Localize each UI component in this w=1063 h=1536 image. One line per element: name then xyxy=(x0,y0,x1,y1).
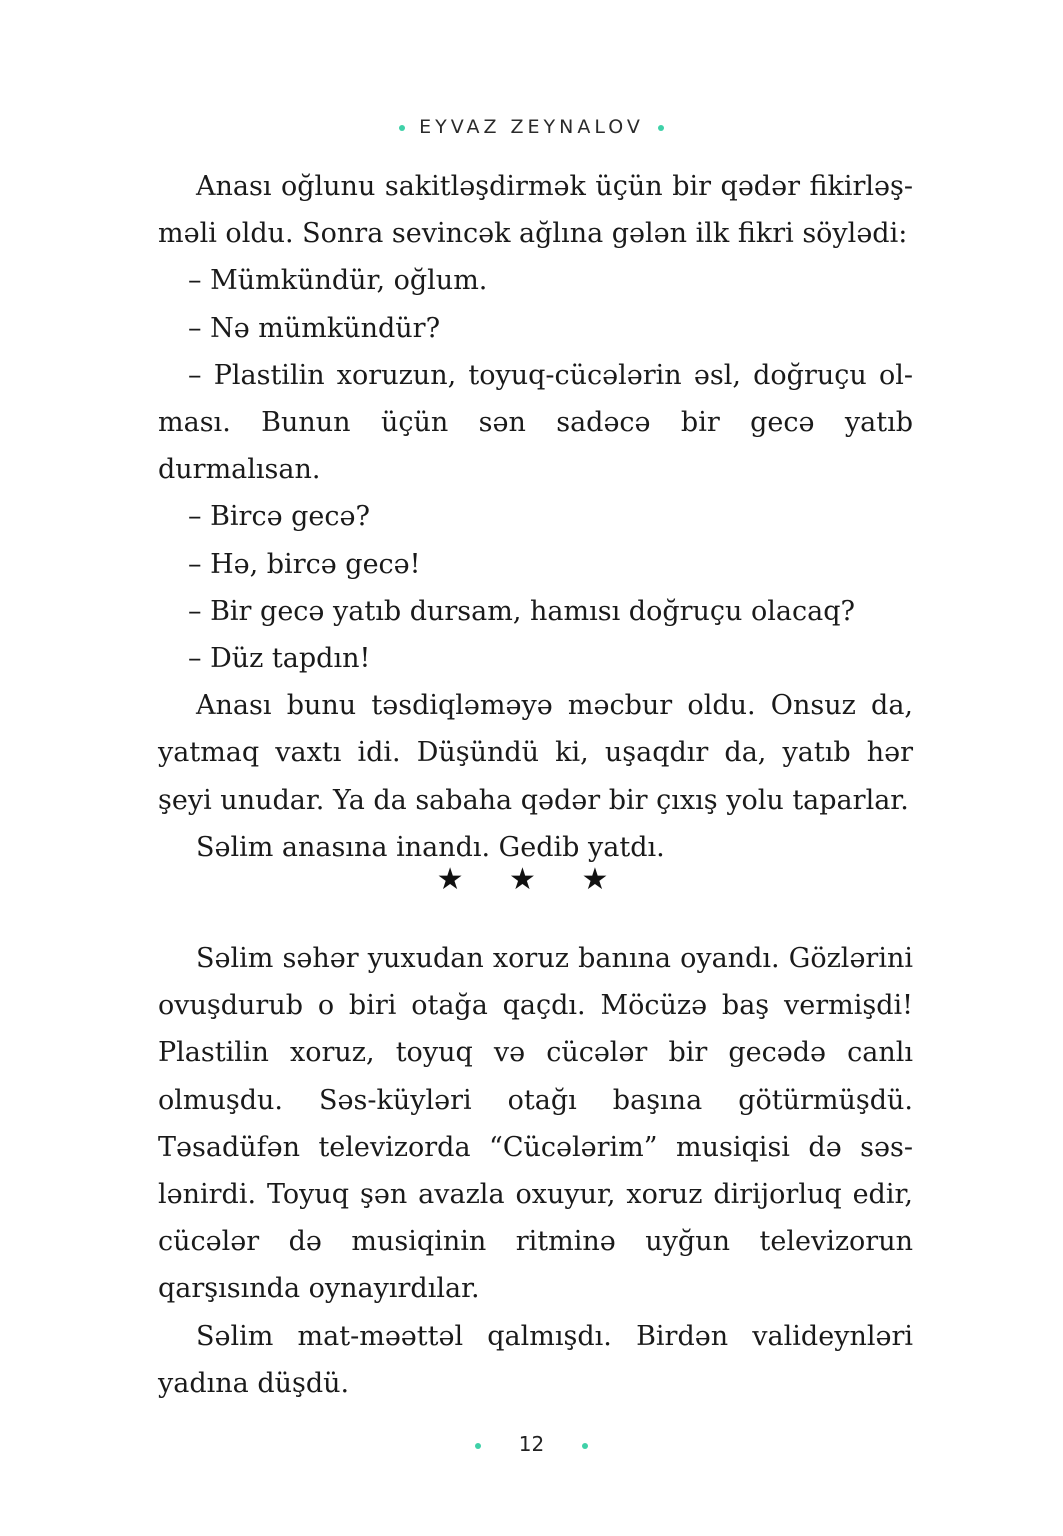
dialogue-line: – Plastilin xoruzun, toyuq-cücələrin əsl, doğruçu olması. Bunun üçün sən sadəcə bir gecə yatıb durmalısan. xyxy=(158,359,913,486)
text-block-2 xyxy=(158,935,913,1407)
paragraph: Səlim səhər yuxudan xoruz banına oyandı. Gözlərini ovuşdurub o biri otağa qaçdı. Möcüzə baş vermişdi! Plastilin xoruz, toyuq və cücələr bir gecədə canlı olmuşdu. Səs-küyləri otağı başına götürmüşdü. Təsadüfən televizorda “Cücələrim” musiqisi də səslənirdi. Toyuq şən avazla oxuyur, xoruz dirijorluq edir, cücələr də musiqinin ritminə uyğun televizorun qarşısında oynayırdılar. xyxy=(158,943,913,1305)
dialogue-line: – Nə mümkündür? xyxy=(188,312,441,344)
footer-dot-left xyxy=(475,1443,481,1449)
paragraph: Səlim anasına inandı. Gedib yatdı. xyxy=(196,831,665,863)
paragraph: Anası bunu təsdiqləməyə məcbur oldu. Onsuz da, yatmaq vaxtı idi. Düşündü ki, uşaqdır da, yatıb hər şeyi unudar. Ya da sabaha qədər bir çıxış yolu taparlar. xyxy=(158,690,913,816)
dialogue-line: – Mümkündür, oğlum. xyxy=(188,265,488,297)
dialogue-line: – Hə, bircə gecə! xyxy=(188,548,421,580)
dialogue-line: – Bir gecə yatıb dursam, hamısı doğruçu olacaq? xyxy=(188,595,855,627)
paragraph: Anası oğlunu sakitləşdirmək üçün bir qədər fikirləşməli oldu. Sonra sevincək ağlına gələn ilk fikri söylədi: xyxy=(158,171,913,250)
dialogue-line: – Bircə gecə? xyxy=(188,501,370,533)
running-header xyxy=(0,116,1063,138)
header-dot-left xyxy=(399,125,405,131)
header-dot-right xyxy=(658,125,664,131)
author-name: EYVAZ ZEYNALOV xyxy=(419,116,644,138)
text-block-1 xyxy=(158,163,913,871)
page-number: 12 xyxy=(518,1432,545,1456)
dialogue-line: – Düz tapdın! xyxy=(188,643,371,675)
paragraph: Səlim mat-məəttəl qalmışdı. Birdən valideynləri yadına düşdü. xyxy=(158,1320,913,1399)
section-separator: ★ ★ ★ xyxy=(436,862,627,897)
page-footer xyxy=(0,1432,1063,1456)
footer-dot-right xyxy=(582,1443,588,1449)
